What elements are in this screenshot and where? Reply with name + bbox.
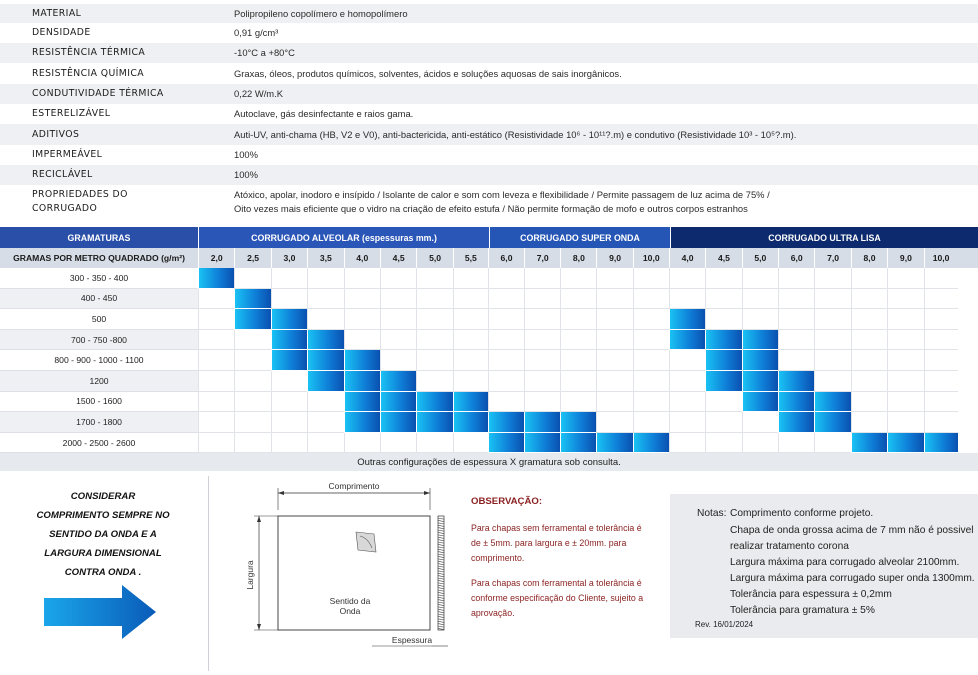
note-line: Chapa de onda grossa acima de 7 mm não é possivel bbox=[730, 525, 974, 536]
property-name: DENSIDADE bbox=[32, 27, 91, 38]
empty-cell bbox=[344, 309, 380, 330]
observacao-title: OBSERVAÇÃO: bbox=[471, 496, 543, 507]
property-row bbox=[0, 63, 978, 84]
thickness-column-header: 4,5 bbox=[705, 248, 741, 268]
empty-cell bbox=[488, 309, 524, 330]
thickness-column-header: 9,0 bbox=[596, 248, 632, 268]
empty-cell bbox=[416, 350, 452, 371]
empty-cell bbox=[560, 268, 596, 289]
grammage-row bbox=[0, 309, 978, 330]
empty-cell bbox=[705, 412, 741, 433]
empty-cell bbox=[742, 412, 778, 433]
available-cell bbox=[560, 433, 596, 454]
empty-cell bbox=[416, 433, 452, 454]
property-row bbox=[0, 185, 978, 219]
thickness-column-header: 10,0 bbox=[633, 248, 669, 268]
note-line: Tolerância para gramatura ± 5% bbox=[730, 605, 875, 616]
available-cell bbox=[814, 392, 850, 413]
available-cell bbox=[524, 412, 560, 433]
property-value: 100% bbox=[234, 149, 258, 160]
grammage-row bbox=[0, 371, 978, 392]
empty-cell bbox=[524, 268, 560, 289]
orientation-note-line: CONSIDERAR bbox=[70, 491, 136, 502]
empty-cell bbox=[705, 289, 741, 310]
empty-cell bbox=[307, 412, 343, 433]
empty-cell bbox=[851, 309, 887, 330]
empty-cell bbox=[851, 371, 887, 392]
empty-cell bbox=[453, 433, 488, 454]
empty-cell bbox=[742, 433, 778, 454]
empty-cell bbox=[453, 268, 488, 289]
thickness-column-header: 9,0 bbox=[887, 248, 923, 268]
thickness-column-header: 7,0 bbox=[524, 248, 560, 268]
note-line: Largura máxima para corrugado super onda 1300mm. bbox=[730, 573, 975, 584]
grid-footer: Outras configurações de espessura X gramatura sob consulta. bbox=[0, 453, 978, 471]
thickness-column-header: 2,0 bbox=[198, 248, 234, 268]
empty-cell bbox=[705, 392, 741, 413]
grammage-label: 300 - 350 - 400 bbox=[0, 268, 198, 289]
grammage-label: 400 - 450 bbox=[0, 289, 198, 310]
grammage-label: 1200 bbox=[0, 371, 198, 392]
available-cell bbox=[416, 412, 452, 433]
empty-cell bbox=[814, 268, 850, 289]
empty-cell bbox=[416, 309, 452, 330]
empty-cell bbox=[488, 350, 524, 371]
property-name: IMPERMEÁVEL bbox=[32, 149, 103, 160]
empty-cell bbox=[669, 433, 705, 454]
available-cell bbox=[851, 433, 887, 454]
empty-cell bbox=[778, 350, 814, 371]
empty-cell bbox=[851, 330, 887, 351]
available-cell bbox=[271, 309, 307, 330]
empty-cell bbox=[924, 330, 958, 351]
thickness-column-header: 4,0 bbox=[344, 248, 380, 268]
note-line: Largura máxima para corrugado alveolar 2100mm. bbox=[730, 557, 960, 568]
empty-cell bbox=[596, 350, 632, 371]
available-cell bbox=[488, 412, 524, 433]
empty-cell bbox=[524, 330, 560, 351]
empty-cell bbox=[742, 289, 778, 310]
empty-cell bbox=[488, 371, 524, 392]
empty-cell bbox=[669, 371, 705, 392]
empty-cell bbox=[307, 289, 343, 310]
thickness-column-header: 6,0 bbox=[488, 248, 524, 268]
empty-cell bbox=[307, 392, 343, 413]
grammage-row bbox=[0, 412, 978, 433]
empty-cell bbox=[198, 392, 234, 413]
empty-cell bbox=[488, 289, 524, 310]
empty-cell bbox=[380, 309, 416, 330]
observacao-block bbox=[471, 496, 651, 631]
thickness-column-header: 6,0 bbox=[778, 248, 814, 268]
available-cell bbox=[705, 350, 741, 371]
available-cell bbox=[924, 433, 958, 454]
property-name: MATERIAL bbox=[32, 7, 82, 19]
thickness-column-header: 8,0 bbox=[560, 248, 596, 268]
empty-cell bbox=[271, 371, 307, 392]
available-cell bbox=[778, 371, 814, 392]
sheet-diagram bbox=[226, 480, 466, 655]
available-cell bbox=[705, 371, 741, 392]
grammage-row bbox=[0, 289, 978, 310]
empty-cell bbox=[344, 433, 380, 454]
available-cell bbox=[742, 371, 778, 392]
thickness-column-header: 5,5 bbox=[453, 248, 488, 268]
empty-cell bbox=[669, 392, 705, 413]
available-cell bbox=[742, 330, 778, 351]
espessura-label: Espessura bbox=[391, 635, 433, 645]
available-cell bbox=[633, 433, 669, 454]
empty-cell bbox=[596, 392, 632, 413]
property-row bbox=[0, 4, 978, 23]
property-value: -10°C a +80°C bbox=[234, 47, 295, 58]
notes-label: Notas: bbox=[697, 508, 727, 519]
empty-cell bbox=[814, 309, 850, 330]
empty-cell bbox=[633, 350, 669, 371]
empty-cell bbox=[560, 371, 596, 392]
thickness-column-header: 2,5 bbox=[234, 248, 270, 268]
empty-cell bbox=[198, 330, 234, 351]
empty-cell bbox=[633, 371, 669, 392]
empty-cell bbox=[416, 371, 452, 392]
empty-cell bbox=[198, 412, 234, 433]
available-cell bbox=[416, 392, 452, 413]
empty-cell bbox=[453, 330, 488, 351]
property-name: RESISTÊNCIA TÉRMICA bbox=[32, 47, 146, 58]
note-line: Comprimento conforme projeto. bbox=[730, 508, 874, 519]
grammage-grid bbox=[0, 227, 978, 471]
property-name: ADITIVOS bbox=[32, 128, 80, 140]
empty-cell bbox=[380, 433, 416, 454]
empty-cell bbox=[924, 309, 958, 330]
empty-cell bbox=[814, 330, 850, 351]
empty-cell bbox=[887, 371, 923, 392]
empty-cell bbox=[198, 433, 234, 454]
available-cell bbox=[814, 412, 850, 433]
available-cell bbox=[307, 371, 343, 392]
properties-table bbox=[0, 4, 978, 219]
available-cell bbox=[344, 350, 380, 371]
empty-cell bbox=[633, 289, 669, 310]
empty-cell bbox=[416, 330, 452, 351]
grammage-row bbox=[0, 350, 978, 371]
empty-cell bbox=[416, 289, 452, 310]
empty-cell bbox=[524, 350, 560, 371]
available-cell bbox=[887, 433, 923, 454]
thickness-column-header: 4,5 bbox=[380, 248, 416, 268]
empty-cell bbox=[814, 350, 850, 371]
empty-cell bbox=[887, 350, 923, 371]
available-cell bbox=[344, 371, 380, 392]
grammage-label: 800 - 900 - 1000 - 1100 bbox=[0, 350, 198, 371]
empty-cell bbox=[453, 350, 488, 371]
grid-header bbox=[0, 227, 978, 248]
empty-cell bbox=[307, 268, 343, 289]
grammage-row bbox=[0, 330, 978, 351]
grid-subheader bbox=[0, 248, 978, 268]
empty-cell bbox=[669, 350, 705, 371]
available-cell bbox=[596, 433, 632, 454]
comprimento-label: Comprimento bbox=[328, 481, 380, 491]
empty-cell bbox=[669, 289, 705, 310]
empty-cell bbox=[344, 330, 380, 351]
empty-cell bbox=[778, 268, 814, 289]
empty-cell bbox=[778, 330, 814, 351]
available-cell bbox=[234, 289, 270, 310]
empty-cell bbox=[851, 412, 887, 433]
property-name: ESTERELIZÁVEL bbox=[32, 108, 111, 119]
grammage-label: 700 - 750 -800 bbox=[0, 330, 198, 351]
empty-cell bbox=[271, 289, 307, 310]
property-row bbox=[0, 104, 978, 124]
empty-cell bbox=[742, 309, 778, 330]
available-cell bbox=[307, 330, 343, 351]
empty-cell bbox=[851, 350, 887, 371]
empty-cell bbox=[851, 289, 887, 310]
empty-cell bbox=[524, 371, 560, 392]
header-ultra-lisa: CORRUGADO ULTRA LISA bbox=[670, 227, 978, 248]
empty-cell bbox=[633, 412, 669, 433]
empty-cell bbox=[198, 350, 234, 371]
empty-cell bbox=[198, 289, 234, 310]
empty-cell bbox=[234, 268, 270, 289]
property-value: Autoclave, gás desinfectante e raios gama. bbox=[234, 108, 414, 119]
empty-cell bbox=[814, 433, 850, 454]
grammage-label: 1700 - 1800 bbox=[0, 412, 198, 433]
empty-cell bbox=[851, 392, 887, 413]
empty-cell bbox=[307, 433, 343, 454]
available-cell bbox=[524, 433, 560, 454]
empty-cell bbox=[887, 289, 923, 310]
empty-cell bbox=[596, 412, 632, 433]
available-cell bbox=[488, 433, 524, 454]
available-cell bbox=[380, 392, 416, 413]
thickness-column-header: 3,5 bbox=[307, 248, 343, 268]
empty-cell bbox=[633, 309, 669, 330]
empty-cell bbox=[271, 268, 307, 289]
empty-cell bbox=[380, 350, 416, 371]
empty-cell bbox=[344, 289, 380, 310]
empty-cell bbox=[633, 392, 669, 413]
notes-panel bbox=[670, 494, 978, 638]
available-cell bbox=[742, 350, 778, 371]
property-value: Auti-UV, anti-chama (HB, V2 e V0), anti-bactericida, anti-estático (Resistividade 10⁶ - 10¹¹?.m) e condutivo (Resistividade 10³ - 10⁵?.m). bbox=[234, 128, 797, 140]
empty-cell bbox=[778, 309, 814, 330]
thickness-column-header: 10,0 bbox=[924, 248, 958, 268]
empty-cell bbox=[234, 350, 270, 371]
empty-cell bbox=[380, 268, 416, 289]
empty-cell bbox=[560, 392, 596, 413]
empty-cell bbox=[924, 289, 958, 310]
orientation-note-line: CONTRA ONDA . bbox=[64, 567, 142, 578]
available-cell bbox=[271, 350, 307, 371]
available-cell bbox=[742, 392, 778, 413]
empty-cell bbox=[742, 268, 778, 289]
available-cell bbox=[669, 330, 705, 351]
property-name: CONDUTIVIDADE TÉRMICA bbox=[32, 88, 164, 99]
grammage-row bbox=[0, 433, 978, 454]
empty-cell bbox=[705, 433, 741, 454]
available-cell bbox=[778, 412, 814, 433]
empty-cell bbox=[344, 268, 380, 289]
header-super-onda: CORRUGADO SUPER ONDA bbox=[489, 227, 670, 248]
empty-cell bbox=[234, 371, 270, 392]
available-cell bbox=[307, 350, 343, 371]
property-row bbox=[0, 84, 978, 104]
empty-cell bbox=[234, 433, 270, 454]
empty-cell bbox=[924, 268, 958, 289]
empty-cell bbox=[380, 289, 416, 310]
empty-cell bbox=[705, 268, 741, 289]
property-name: RECICLÁVEL bbox=[32, 169, 93, 180]
empty-cell bbox=[560, 330, 596, 351]
empty-cell bbox=[887, 268, 923, 289]
property-row bbox=[0, 124, 978, 145]
grid-sublabel: GRAMAS POR METRO QUADRADO (g/m²) bbox=[13, 253, 185, 263]
property-row bbox=[0, 23, 978, 43]
vertical-divider bbox=[208, 476, 209, 671]
empty-cell bbox=[560, 309, 596, 330]
empty-cell bbox=[488, 268, 524, 289]
header-gramaturas: GRAMATURAS bbox=[0, 227, 198, 248]
available-cell bbox=[234, 309, 270, 330]
empty-cell bbox=[453, 289, 488, 310]
empty-cell bbox=[453, 371, 488, 392]
empty-cell bbox=[814, 371, 850, 392]
empty-cell bbox=[924, 371, 958, 392]
empty-cell bbox=[380, 330, 416, 351]
largura-label: Largura bbox=[245, 560, 255, 590]
available-cell bbox=[344, 412, 380, 433]
observacao-p2: Para chapas com ferramental a tolerância é conforme especificação do Cliente, sujeito a aprovação. bbox=[471, 578, 644, 618]
property-row bbox=[0, 165, 978, 185]
empty-cell bbox=[887, 412, 923, 433]
property-value: Polipropileno copolímero e homopolímero bbox=[234, 7, 408, 19]
empty-cell bbox=[669, 268, 705, 289]
revision-date: Rev. 16/01/2024 bbox=[695, 620, 754, 629]
empty-cell bbox=[705, 309, 741, 330]
property-value: 0,22 W/m.K bbox=[234, 88, 283, 99]
property-name: RESISTÊNCIA QUÍMICA bbox=[32, 67, 145, 79]
empty-cell bbox=[633, 330, 669, 351]
available-cell bbox=[560, 412, 596, 433]
empty-cell bbox=[887, 330, 923, 351]
grammage-label: 1500 - 1600 bbox=[0, 392, 198, 413]
available-cell bbox=[271, 330, 307, 351]
empty-cell bbox=[778, 433, 814, 454]
property-value: Graxas, óleos, produtos químicos, solventes, ácidos e soluções aquosas de sais inorgânicos. bbox=[234, 67, 622, 79]
observacao-p1: Para chapas sem ferramental e tolerância é de ± 5mm. para largura e ± 20mm. para comprimento. bbox=[471, 523, 642, 563]
empty-cell bbox=[234, 412, 270, 433]
grid-rows bbox=[0, 268, 978, 453]
empty-cell bbox=[271, 433, 307, 454]
empty-cell bbox=[778, 289, 814, 310]
empty-cell bbox=[488, 392, 524, 413]
empty-cell bbox=[234, 392, 270, 413]
orientation-note-line: SENTIDO DA ONDA E A bbox=[49, 529, 157, 540]
grammage-label: 500 bbox=[0, 309, 198, 330]
available-cell bbox=[453, 412, 488, 433]
empty-cell bbox=[560, 289, 596, 310]
right-arrow-icon bbox=[44, 585, 158, 639]
available-cell bbox=[380, 371, 416, 392]
available-cell bbox=[380, 412, 416, 433]
empty-cell bbox=[814, 289, 850, 310]
property-value: Atóxico, apolar, inodoro e insípido / Isolante de calor e som com leveza e flexibilidade / Permite passagem de luz acima de 75% / Oito vezes mais eficiente que o vidro na criação de efeito estufa / Não permite formação de mofo e outros corpos estranhos bbox=[234, 189, 770, 214]
empty-cell bbox=[198, 371, 234, 392]
empty-cell bbox=[271, 412, 307, 433]
empty-cell bbox=[234, 330, 270, 351]
property-name: PROPRIEDADES DO CORRUGADO bbox=[32, 189, 128, 214]
header-alveolar: CORRUGADO ALVEOLAR (espessuras mm.) bbox=[198, 227, 489, 248]
property-row bbox=[0, 43, 978, 63]
orientation-note-line: LARGURA DIMENSIONAL bbox=[44, 548, 162, 559]
grammage-row bbox=[0, 268, 978, 289]
thickness-column-header: 8,0 bbox=[851, 248, 887, 268]
available-cell bbox=[344, 392, 380, 413]
property-value: 0,91 g/cm³ bbox=[234, 27, 279, 38]
empty-cell bbox=[633, 268, 669, 289]
empty-cell bbox=[887, 392, 923, 413]
empty-cell bbox=[271, 392, 307, 413]
empty-cell bbox=[524, 392, 560, 413]
available-cell bbox=[705, 330, 741, 351]
empty-cell bbox=[924, 412, 958, 433]
available-cell bbox=[669, 309, 705, 330]
available-cell bbox=[778, 392, 814, 413]
note-line: realizar tratamento corona bbox=[730, 541, 849, 552]
empty-cell bbox=[524, 289, 560, 310]
empty-cell bbox=[560, 350, 596, 371]
empty-cell bbox=[488, 330, 524, 351]
empty-cell bbox=[669, 412, 705, 433]
corrugated-edge bbox=[438, 516, 444, 630]
empty-cell bbox=[198, 309, 234, 330]
thickness-column-header: 7,0 bbox=[814, 248, 850, 268]
available-cell bbox=[198, 268, 234, 289]
empty-cell bbox=[596, 268, 632, 289]
thickness-column-header: 5,0 bbox=[416, 248, 452, 268]
empty-cell bbox=[851, 268, 887, 289]
empty-cell bbox=[924, 350, 958, 371]
available-cell bbox=[453, 392, 488, 413]
thickness-column-header: 3,0 bbox=[271, 248, 307, 268]
orientation-note bbox=[28, 487, 178, 582]
grammage-row bbox=[0, 392, 978, 413]
empty-cell bbox=[453, 309, 488, 330]
empty-cell bbox=[596, 289, 632, 310]
empty-cell bbox=[924, 392, 958, 413]
empty-cell bbox=[596, 371, 632, 392]
empty-cell bbox=[596, 309, 632, 330]
property-row bbox=[0, 145, 978, 165]
property-value: 100% bbox=[234, 169, 258, 180]
empty-cell bbox=[416, 268, 452, 289]
thickness-column-header: 5,0 bbox=[742, 248, 778, 268]
empty-cell bbox=[887, 309, 923, 330]
orientation-note-line: COMPRIMENTO SEMPRE NO bbox=[36, 510, 170, 521]
empty-cell bbox=[596, 330, 632, 351]
thickness-column-header: 4,0 bbox=[669, 248, 705, 268]
note-line: Tolerância para espessura ± 0,2mm bbox=[730, 589, 892, 600]
grammage-label: 2000 - 2500 - 2600 bbox=[0, 433, 198, 454]
sentido-label: Sentido da Onda bbox=[329, 596, 371, 616]
empty-cell bbox=[524, 309, 560, 330]
empty-cell bbox=[307, 309, 343, 330]
